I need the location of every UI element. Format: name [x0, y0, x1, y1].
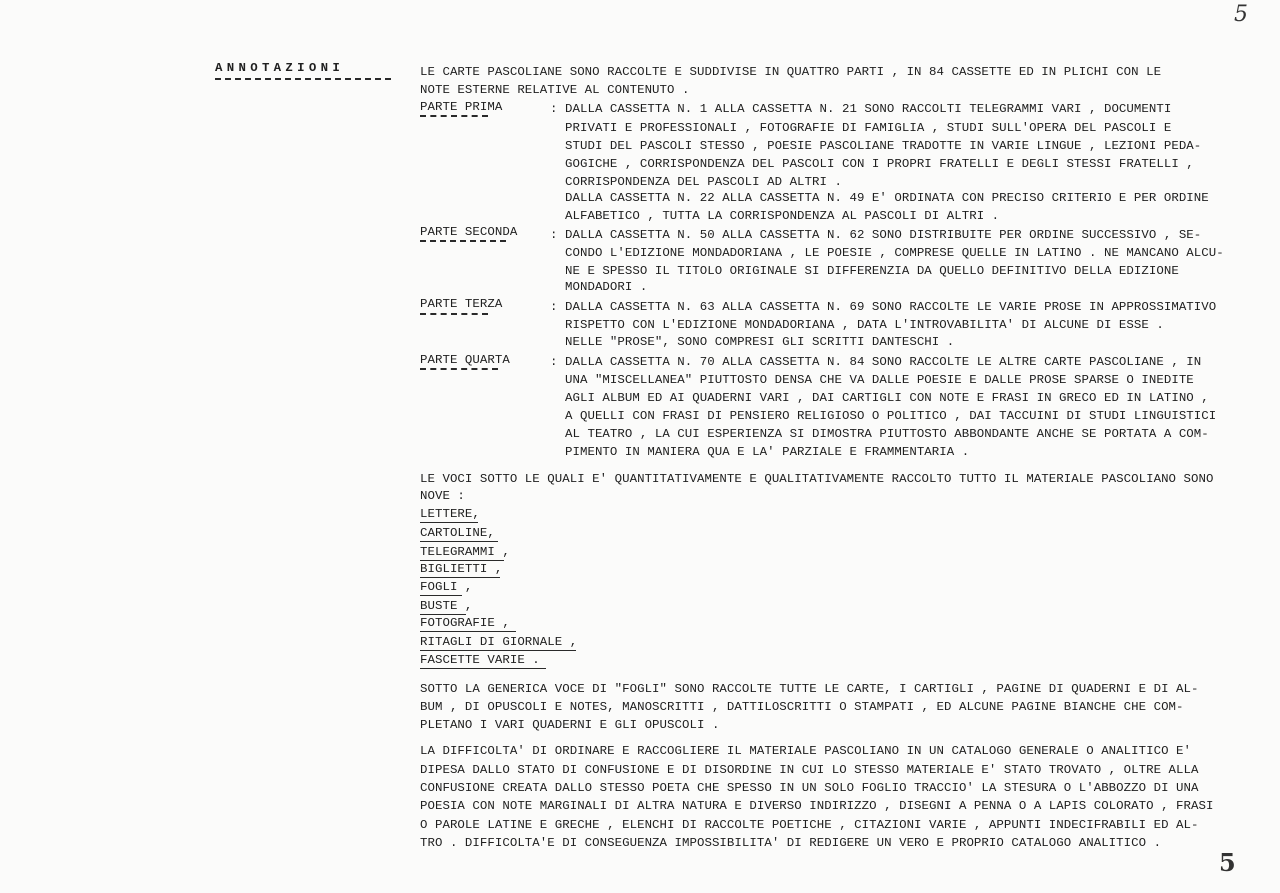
part-colon: :: [550, 300, 558, 314]
voce-underline: [420, 614, 466, 615]
voce-item: BUSTE ,: [420, 599, 473, 613]
difficolta-line: POESIA CON NOTE MARGINALI DI ALTRA NATURA E DIVERSO INDIRIZZO , DISEGNI A PENNA O A LAPIS COLORATO , FRASI: [420, 799, 1214, 813]
part-line: AGLI ALBUM ED AI QUADERNI VARI , DAI CARTIGLI CON NOTE E FRASI IN GRECO ED IN LATINO ,: [565, 391, 1209, 405]
page-number-handwritten: 5: [1234, 2, 1248, 27]
section-heading: ANNOTAZIONI: [215, 61, 345, 75]
voce-underline: [420, 560, 504, 561]
part-line: DALLA CASSETTA N. 1 ALLA CASSETTA N. 21 SONO RACCOLTI TELEGRAMMI VARI , DOCUMENTI: [565, 102, 1172, 116]
part-line: RISPETTO CON L'EDIZIONE MONDADORIANA , DATA L'INTROVABILITA' DI ALCUNE DI ESSE .: [565, 318, 1164, 332]
part-line: DALLA CASSETTA N. 70 ALLA CASSETTA N. 84 SONO RACCOLTE LE ALTRE CARTE PASCOLIANE , IN: [565, 355, 1202, 369]
part-label-prima: PARTE PRIMA: [420, 100, 503, 114]
part-colon: :: [550, 355, 558, 369]
intro-line: LE CARTE PASCOLIANE SONO RACCOLTE E SUDDIVISE IN QUATTRO PARTI , IN 84 CASSETTE ED IN PLICHI CON LE: [420, 65, 1162, 79]
part-label-underline: [420, 115, 488, 117]
voce-underline: [420, 522, 478, 523]
voce-item: BIGLIETTI ,: [420, 562, 503, 576]
voce-item: CARTOLINE,: [420, 526, 495, 540]
part-label-quarta: PARTE QUARTA: [420, 353, 510, 367]
part-line: DALLA CASSETTA N. 63 ALLA CASSETTA N. 69 SONO RACCOLTE LE VARIE PROSE IN APPROSSIMATIVO: [565, 300, 1217, 314]
voce-underline: [420, 577, 500, 578]
voce-underline: [420, 668, 546, 669]
voci-intro-line: NOVE :: [420, 489, 465, 503]
part-colon: :: [550, 102, 558, 116]
part-line: NE E SPESSO IL TITOLO ORIGINALE SI DIFFERENZIA DA QUELLO DEFINITIVO DELLA EDIZIONE: [565, 264, 1179, 278]
part-label-underline: [420, 240, 506, 242]
difficolta-line: TRO . DIFFICOLTA'E DI CONSEGUENZA IMPOSSIBILITA' DI REDIGERE UN VERO E PROPRIO CATALOGO ANALITICO .: [420, 836, 1162, 850]
voce-item: LETTERE,: [420, 507, 480, 521]
voce-underline: [420, 541, 498, 542]
part-line: MONDADORI .: [565, 280, 648, 294]
part-line: CORRISPONDENZA DEL PASCOLI AD ALTRI .: [565, 175, 842, 189]
part-line: CONDO L'EDIZIONE MONDADORIANA , LE POESIE , COMPRESE QUELLE IN LATINO . NE MANCANO ALCU-: [565, 246, 1224, 260]
intro-line: NOTE ESTERNE RELATIVE AL CONTENUTO .: [420, 83, 690, 97]
part-colon: :: [550, 228, 558, 242]
part-label-seconda: PARTE SECONDA: [420, 225, 518, 239]
part-line: A QUELLI CON FRASI DI PENSIERO RELIGIOSO O POLITICO , DAI TACCUINI DI STUDI LINGUISTICI: [565, 409, 1217, 423]
voce-underline: [420, 595, 462, 596]
part-line: STUDI DEL PASCOLI STESSO , POESIE PASCOLIANE TRADOTTE IN VARIE LINGUE , LEZIONI PEDA-: [565, 139, 1202, 153]
part-line: GOGICHE , CORRISPONDENZA DEL PASCOLI CON I PROPRI FRATELLI E DEGLI STESSI FRATELLI ,: [565, 157, 1194, 171]
part-line: DALLA CASSETTA N. 22 ALLA CASSETTA N. 49 E' ORDINATA CON PRECISO CRITERIO E PER ORDINE: [565, 191, 1209, 205]
difficolta-line: DIPESA DALLO STATO DI CONFUSIONE E DI DISORDINE IN CUI LO STESSO MATERIALE E' STATO TROVATO , OLTRE ALLA: [420, 763, 1199, 777]
voce-item: FOTOGRAFIE ,: [420, 616, 510, 630]
difficolta-line: LA DIFFICOLTA' DI ORDINARE E RACCOGLIERE IL MATERIALE PASCOLIANO IN UN CATALOGO GENERALE O ANALITICO E': [420, 744, 1192, 758]
voce-underline: [420, 631, 516, 632]
difficolta-line: O PAROLE LATINE E GRECHE , ELENCHI DI RACCOLTE POETICHE , CITAZIONI VARIE , APPUNTI INDECIFRABILI ED AL-: [420, 818, 1199, 832]
fogli-line: SOTTO LA GENERICA VOCE DI "FOGLI" SONO RACCOLTE TUTTE LE CARTE, I CARTIGLI , PAGINE DI QUADERNI E DI AL-: [420, 682, 1199, 696]
part-line: ALFABETICO , TUTTA LA CORRISPONDENZA AL PASCOLI DI ALTRI .: [565, 209, 1000, 223]
difficolta-line: CONFUSIONE CREATA DALLO STESSO POETA CHE SPESSO IN UN SOLO FOGLIO TRACCIO' LA STESURA O L'ABBOZZO DI UNA: [420, 781, 1199, 795]
heading-underline: [215, 78, 391, 80]
part-label-terza: PARTE TERZA: [420, 297, 503, 311]
part-line: NELLE "PROSE", SONO COMPRESI GLI SCRITTI DANTESCHI .: [565, 335, 955, 349]
fogli-line: BUM , DI OPUSCOLI E NOTES, MANOSCRITTI , DATTILOSCRITTI O STAMPATI , ED ALCUNE PAGINE BIANCHE CHE COM-: [420, 700, 1184, 714]
voci-intro-line: LE VOCI SOTTO LE QUALI E' QUANTITATIVAMENTE E QUALITATIVAMENTE RACCOLTO TUTTO IL MATERIALE PASCOLIANO SONO: [420, 472, 1214, 486]
voce-item: TELEGRAMMI ,: [420, 545, 510, 559]
voce-underline: [420, 650, 576, 651]
voce-item: RITAGLI DI GIORNALE ,: [420, 635, 578, 649]
voce-item: FOGLI ,: [420, 580, 473, 594]
fogli-line: PLETANO I VARI QUADERNI E GLI OPUSCOLI .: [420, 718, 720, 732]
voce-item: FASCETTE VARIE .: [420, 653, 540, 667]
part-line: DALLA CASSETTA N. 50 ALLA CASSETTA N. 62 SONO DISTRIBUITE PER ORDINE SUCCESSIVO , SE-: [565, 228, 1202, 242]
part-line: UNA "MISCELLANEA" PIUTTOSTO DENSA CHE VA DALLE POESIE E DALLE PROSE SPARSE O INEDITE: [565, 373, 1194, 387]
page-number-stamped: 5: [1219, 848, 1236, 877]
part-line: PRIVATI E PROFESSIONALI , FOTOGRAFIE DI FAMIGLIA , STUDI SULL'OPERA DEL PASCOLI E: [565, 121, 1172, 135]
part-line: PIMENTO IN MANIERA QUA E LA' PARZIALE E FRAMMENTARIA .: [565, 445, 970, 459]
part-label-underline: [420, 368, 498, 370]
part-line: AL TEATRO , LA CUI ESPERIENZA SI DIMOSTRA PIUTTOSTO ABBONDANTE ANCHE SE PORTATA A COM-: [565, 427, 1209, 441]
part-label-underline: [420, 313, 488, 315]
